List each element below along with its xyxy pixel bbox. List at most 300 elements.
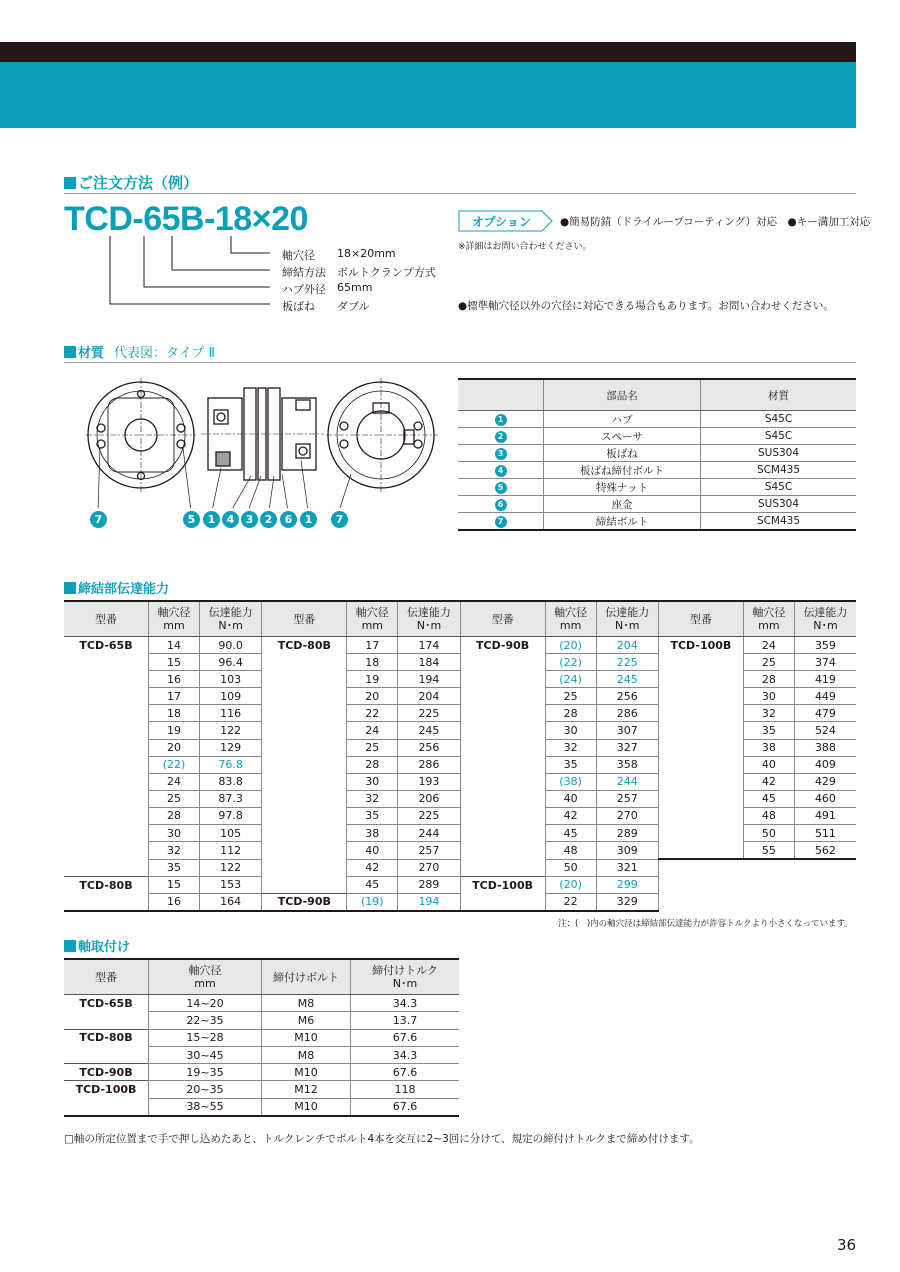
- trans-model-cell: [460, 671, 545, 688]
- legend-key-clamp: 締結方法: [282, 266, 326, 279]
- trans-capacity-cell: 244: [398, 825, 460, 842]
- trans-capacity-cell: 429: [794, 773, 856, 790]
- trans-capacity-cell: 97.8: [200, 807, 262, 824]
- legend-val-spring: ダブル: [337, 300, 370, 313]
- trans-capacity-cell: 225: [398, 705, 460, 722]
- trans-bore-cell: 22: [545, 893, 596, 911]
- trans-capacity-cell: 289: [596, 825, 658, 842]
- trans-model-cell: [64, 756, 149, 773]
- order-model-code: TCD-65B-18×20: [64, 200, 308, 238]
- bore-note: ●標準軸穴径以外の穴径に対応できる場合もあります。お問い合わせください。: [458, 300, 834, 312]
- trans-capacity-cell: 109: [200, 688, 262, 705]
- trans-capacity-cell: 76.8: [200, 756, 262, 773]
- trans-bore-cell: 30: [347, 773, 398, 790]
- transmission-table-wrap: [64, 600, 856, 910]
- trans-bore-cell: 15: [149, 654, 200, 671]
- mount-model-cell: TCD-90B: [64, 1064, 149, 1081]
- trans-model-cell: [262, 705, 347, 722]
- trans-bore-cell: (24): [545, 671, 596, 688]
- trans-model-cell: TCD-100B: [658, 637, 743, 654]
- trans-row: [64, 637, 856, 654]
- trans-row: [64, 807, 856, 824]
- callout-7-right: 7: [331, 511, 348, 528]
- page-number: 36: [837, 1236, 857, 1254]
- trans-bore-cell: 16: [149, 671, 200, 688]
- trans-bore-cell: 35: [149, 859, 200, 876]
- trans-bore-cell: 32: [743, 705, 794, 722]
- trans-model-cell: [262, 756, 347, 773]
- trans-bore-cell: 30: [149, 825, 200, 842]
- mount-row: [64, 1081, 459, 1098]
- trans-header-capacity: 伝達能力 N･m: [596, 601, 658, 637]
- trans-model-cell: TCD-65B: [79, 638, 133, 652]
- trans-bore-cell: (22): [149, 756, 200, 773]
- trans-capacity-cell: 329: [596, 893, 658, 911]
- mount-bore-cell: 30~45: [149, 1046, 262, 1063]
- trans-model-cell: [658, 739, 743, 756]
- mount-torque-cell: 118: [351, 1081, 460, 1098]
- trans-model-cell: [64, 790, 149, 807]
- trans-model-cell: [658, 773, 743, 790]
- trans-bore-cell: 50: [743, 825, 794, 842]
- trans-capacity-cell: 194: [398, 671, 460, 688]
- trans-capacity-cell: 193: [398, 773, 460, 790]
- trans-model-cell: [64, 671, 149, 688]
- callout-1-right: 1: [300, 511, 317, 528]
- trans-capacity-cell: 307: [596, 722, 658, 739]
- trans-bore-cell: 42: [347, 859, 398, 876]
- trans-bore-cell: 35: [545, 756, 596, 773]
- trans-model-cell: TCD-80B: [262, 637, 347, 654]
- trans-model-cell: [64, 893, 149, 911]
- trans-bore-cell: 25: [743, 654, 794, 671]
- trans-bore-cell: [743, 893, 794, 911]
- trans-capacity-cell: 116: [200, 705, 262, 722]
- trans-bore-cell: 24: [149, 773, 200, 790]
- mount-header-model: 型番: [64, 959, 149, 995]
- mount-header-torque: 締付けトルク N･m: [351, 959, 460, 995]
- trans-bore-cell: 28: [743, 671, 794, 688]
- mount-model-cell: TCD-100B: [64, 1081, 149, 1098]
- trans-capacity-cell: 511: [794, 825, 856, 842]
- trans-header-bore: 軸穴径 mm: [149, 601, 200, 637]
- trans-bore-cell: 45: [545, 825, 596, 842]
- trans-bore-cell: 48: [545, 842, 596, 860]
- trans-capacity-cell: [794, 859, 856, 876]
- trans-bore-cell: 30: [545, 722, 596, 739]
- mat-row: 6 座金 SUS304: [458, 496, 856, 513]
- trans-header-bore: 軸穴径 mm: [545, 601, 596, 637]
- trans-model-cell: [262, 859, 347, 876]
- trans-model-cell: [658, 790, 743, 807]
- trans-model-cell: [460, 807, 545, 824]
- trans-model-cell: [658, 876, 743, 893]
- top-black-bar: [0, 42, 856, 62]
- trans-model-cell: [64, 688, 149, 705]
- transmission-note: 注：( )内の軸穴径は締結部伝達能力が許容トルクより小さくなっています。: [558, 919, 853, 929]
- callout-3: 3: [241, 511, 258, 528]
- legend-key-bore: 軸穴径: [282, 249, 315, 262]
- mount-bolt-cell: M10: [262, 1064, 351, 1081]
- legend-val-bore: 18×20mm: [337, 247, 396, 260]
- coupling-drawing: [86, 378, 446, 508]
- trans-model-cell: [658, 756, 743, 773]
- trans-capacity-cell: 388: [794, 739, 856, 756]
- callout-5: 5: [183, 511, 200, 528]
- trans-bore-cell: (38): [545, 773, 596, 790]
- legend-key-hub: ハブ外径: [282, 283, 326, 296]
- trans-bore-cell: (19): [347, 893, 398, 911]
- trans-model-cell: [262, 807, 347, 824]
- callout-1-left: 1: [203, 511, 220, 528]
- trans-model-cell: [262, 773, 347, 790]
- trans-model-cell: TCD-80B: [64, 876, 149, 893]
- trans-capacity-cell: 286: [596, 705, 658, 722]
- trans-row: [64, 671, 856, 688]
- trans-header-model: 型番: [262, 601, 347, 637]
- mat-row: 7 締結ボルト SCM435: [458, 513, 856, 531]
- trans-capacity-cell: 105: [200, 825, 262, 842]
- mount-bore-cell: 22~35: [149, 1012, 262, 1029]
- trans-capacity-cell: 204: [398, 688, 460, 705]
- mount-header-bolt: 締付けボルト: [262, 959, 351, 995]
- trans-header-capacity: 伝達能力 N･m: [398, 601, 460, 637]
- order-leader-lines: [100, 236, 290, 316]
- trans-capacity-cell: 206: [398, 790, 460, 807]
- legend-val-hub: 65mm: [337, 281, 373, 294]
- trans-model-cell: [460, 756, 545, 773]
- trans-capacity-cell: 244: [596, 773, 658, 790]
- mount-torque-cell: 13.7: [351, 1012, 460, 1029]
- mount-bore-cell: 15~28: [149, 1029, 262, 1046]
- trans-bore-cell: 17: [149, 688, 200, 705]
- trans-model-cell: [658, 893, 743, 911]
- trans-model-cell: [262, 739, 347, 756]
- mat-row: 3 板ばね SUS304: [458, 445, 856, 462]
- trans-bore-cell: 20: [347, 688, 398, 705]
- mount-bolt-cell: M8: [262, 995, 351, 1012]
- mount-bore-cell: 19~35: [149, 1064, 262, 1081]
- mount-model-cell: [64, 1012, 149, 1029]
- trans-bore-cell: 48: [743, 807, 794, 824]
- mount-torque-cell: 34.3: [351, 995, 460, 1012]
- trans-bore-cell: 16: [149, 893, 200, 911]
- trans-model-cell: [262, 790, 347, 807]
- trans-bore-cell: 25: [545, 688, 596, 705]
- trans-capacity-cell: 174: [398, 637, 460, 654]
- option-label: オプション: [472, 215, 531, 229]
- material-rule: [64, 362, 856, 363]
- trans-model-cell: [64, 722, 149, 739]
- trans-capacity-cell: 164: [200, 893, 262, 911]
- trans-model-cell: [64, 859, 149, 876]
- trans-row: [64, 859, 856, 876]
- mat-row: 1 ハブ S45C: [458, 411, 856, 428]
- trans-model-cell: [64, 705, 149, 722]
- trans-row: [64, 739, 856, 756]
- mounting-table: [64, 958, 459, 1117]
- trans-model-cell: [64, 842, 149, 860]
- trans-model-cell: [658, 722, 743, 739]
- trans-capacity-cell: 491: [794, 807, 856, 824]
- trans-model-cell: [460, 859, 545, 876]
- trans-model-cell: [262, 688, 347, 705]
- mount-model-cell: [64, 1046, 149, 1063]
- legend-val-clamp: ボルトクランプ方式: [337, 266, 436, 279]
- trans-bore-cell: 24: [743, 637, 794, 654]
- mat-row: 2 スペーサ S45C: [458, 428, 856, 445]
- trans-capacity-cell: 112: [200, 842, 262, 860]
- top-blue-band: [0, 62, 856, 128]
- trans-capacity-cell: 479: [794, 705, 856, 722]
- trans-capacity-cell: 256: [398, 739, 460, 756]
- trans-capacity-cell: 299: [596, 876, 658, 893]
- trans-bore-cell: 20: [149, 739, 200, 756]
- mount-model-cell: [64, 1098, 149, 1116]
- trans-capacity-cell: 257: [398, 842, 460, 860]
- trans-bore-cell: 32: [545, 739, 596, 756]
- trans-row: [64, 876, 856, 893]
- trans-model-cell: [262, 876, 347, 893]
- mat-row: 5 特殊ナット S45C: [458, 479, 856, 496]
- trans-capacity-cell: 225: [398, 807, 460, 824]
- trans-model-cell: [460, 705, 545, 722]
- mount-bore-cell: 38~55: [149, 1098, 262, 1116]
- trans-row: [64, 842, 856, 860]
- trans-bore-cell: 40: [347, 842, 398, 860]
- trans-bore-cell: 28: [545, 705, 596, 722]
- mount-row: [64, 1012, 459, 1029]
- trans-capacity-cell: 90.0: [200, 637, 262, 654]
- mount-torque-cell: 67.6: [351, 1098, 460, 1116]
- mount-row: [64, 1029, 459, 1046]
- mat-row: 4 板ばね締付ボルト SCM435: [458, 462, 856, 479]
- trans-capacity-cell: 245: [398, 722, 460, 739]
- order-section-title: ご注文方法（例）: [64, 172, 198, 193]
- trans-bore-cell: 28: [347, 756, 398, 773]
- trans-capacity-cell: 122: [200, 859, 262, 876]
- trans-bore-cell: 30: [743, 688, 794, 705]
- trans-capacity-cell: [794, 893, 856, 911]
- transmission-section-title: 締結部伝達能力: [64, 578, 169, 597]
- trans-capacity-cell: 309: [596, 842, 658, 860]
- mount-torque-cell: 67.6: [351, 1064, 460, 1081]
- trans-capacity-cell: 87.3: [200, 790, 262, 807]
- trans-header-model: 型番: [658, 601, 743, 637]
- trans-bore-cell: 45: [347, 876, 398, 893]
- trans-header-capacity: 伝達能力 N･m: [794, 601, 856, 637]
- trans-bore-cell: 25: [347, 739, 398, 756]
- transmission-table: [64, 600, 856, 912]
- trans-bore-cell: (20): [545, 637, 596, 654]
- trans-bore-cell: 24: [347, 722, 398, 739]
- trans-bore-cell: 50: [545, 859, 596, 876]
- mount-header-bore: 軸穴径 mm: [149, 959, 262, 995]
- trans-bore-cell: 38: [743, 739, 794, 756]
- trans-capacity-cell: 83.8: [200, 773, 262, 790]
- mat-header-name: 部品名: [544, 379, 701, 411]
- mount-model-cell: TCD-80B: [64, 1029, 149, 1046]
- trans-capacity-cell: 257: [596, 790, 658, 807]
- trans-bore-cell: 32: [347, 790, 398, 807]
- trans-model-cell: [460, 739, 545, 756]
- trans-bore-cell: (22): [545, 654, 596, 671]
- callout-6: 6: [280, 511, 297, 528]
- trans-model-cell: [460, 722, 545, 739]
- trans-bore-cell: 35: [347, 807, 398, 824]
- trans-capacity-cell: 562: [794, 842, 856, 860]
- trans-capacity-cell: 96.4: [200, 654, 262, 671]
- mount-torque-cell: 67.6: [351, 1029, 460, 1046]
- trans-bore-cell: [743, 876, 794, 893]
- mount-row: [64, 1098, 459, 1116]
- trans-bore-cell: 19: [347, 671, 398, 688]
- trans-capacity-cell: 460: [794, 790, 856, 807]
- trans-capacity-cell: 184: [398, 654, 460, 671]
- callout-7-left: 7: [90, 511, 107, 528]
- trans-capacity-cell: 286: [398, 756, 460, 773]
- callout-2: 2: [260, 511, 277, 528]
- trans-capacity-cell: 449: [794, 688, 856, 705]
- mount-bolt-cell: M12: [262, 1081, 351, 1098]
- trans-model-cell: [658, 705, 743, 722]
- trans-row: [64, 705, 856, 722]
- trans-bore-cell: 18: [347, 654, 398, 671]
- trans-bore-cell: 22: [347, 705, 398, 722]
- trans-capacity-cell: 358: [596, 756, 658, 773]
- trans-model-cell: [460, 790, 545, 807]
- trans-capacity-cell: 122: [200, 722, 262, 739]
- trans-model-cell: [64, 739, 149, 756]
- trans-model-cell: [460, 825, 545, 842]
- trans-header-model: 型番: [460, 601, 545, 637]
- option-note: ※詳細はお問い合わせください。: [458, 242, 592, 252]
- trans-bore-cell: 25: [149, 790, 200, 807]
- trans-model-cell: [460, 893, 545, 911]
- trans-capacity-cell: 374: [794, 654, 856, 671]
- trans-capacity-cell: 270: [596, 807, 658, 824]
- trans-capacity-cell: 289: [398, 876, 460, 893]
- mounting-section-title: 軸取付け: [64, 936, 130, 955]
- trans-bore-cell: (20): [545, 876, 596, 893]
- trans-model-cell: [658, 671, 743, 688]
- trans-row: [64, 893, 856, 911]
- mount-bore-cell: 20~35: [149, 1081, 262, 1098]
- trans-capacity-cell: 129: [200, 739, 262, 756]
- trans-model-cell: [64, 807, 149, 824]
- trans-capacity-cell: 327: [596, 739, 658, 756]
- trans-bore-cell: 28: [149, 807, 200, 824]
- trans-model-cell: [262, 671, 347, 688]
- trans-model-cell: TCD-90B: [460, 637, 545, 654]
- trans-row: [64, 790, 856, 807]
- mount-row: [64, 1046, 459, 1063]
- trans-model-cell: [262, 722, 347, 739]
- mount-bolt-cell: M10: [262, 1029, 351, 1046]
- mat-header-material: 材質: [701, 379, 857, 411]
- trans-model-cell: [460, 842, 545, 860]
- trans-bore-cell: 42: [545, 807, 596, 824]
- trans-bore-cell: 19: [149, 722, 200, 739]
- trans-model-cell: [460, 773, 545, 790]
- trans-row: [64, 825, 856, 842]
- material-section-title: 材質 代表図：タイプ Ⅱ: [64, 342, 215, 361]
- trans-capacity-cell: 153: [200, 876, 262, 893]
- trans-capacity-cell: 204: [596, 637, 658, 654]
- trans-model-cell: [658, 807, 743, 824]
- trans-header-model: 型番: [64, 601, 149, 637]
- trans-capacity-cell: 321: [596, 859, 658, 876]
- trans-bore-cell: 18: [149, 705, 200, 722]
- trans-capacity-cell: 103: [200, 671, 262, 688]
- trans-model-cell: [658, 688, 743, 705]
- trans-bore-cell: 35: [743, 722, 794, 739]
- mount-bolt-cell: M6: [262, 1012, 351, 1029]
- trans-capacity-cell: 524: [794, 722, 856, 739]
- trans-row: [64, 654, 856, 671]
- callout-4: 4: [222, 511, 239, 528]
- trans-row: [64, 722, 856, 739]
- trans-row: [64, 756, 856, 773]
- trans-model-cell: [64, 654, 149, 671]
- trans-model-cell: TCD-90B: [262, 893, 347, 911]
- trans-bore-cell: 32: [149, 842, 200, 860]
- trans-bore-cell: 17: [347, 637, 398, 654]
- trans-row: [64, 773, 856, 790]
- trans-model-cell: [658, 842, 743, 860]
- trans-capacity-cell: 194: [398, 893, 460, 911]
- trans-model-cell: [262, 654, 347, 671]
- trans-capacity-cell: 225: [596, 654, 658, 671]
- option-text: ●簡易防錆（ドライループコーティング）対応 ●キー溝加工対応: [560, 215, 871, 228]
- trans-capacity-cell: 245: [596, 671, 658, 688]
- trans-bore-cell: 14: [149, 637, 200, 654]
- trans-capacity-cell: 270: [398, 859, 460, 876]
- mount-torque-cell: 34.3: [351, 1046, 460, 1063]
- trans-header-bore: 軸穴径 mm: [743, 601, 794, 637]
- trans-capacity-cell: 359: [794, 637, 856, 654]
- mount-bolt-cell: M10: [262, 1098, 351, 1116]
- order-rule: [64, 193, 856, 194]
- mount-model-cell: TCD-65B: [79, 996, 133, 1010]
- mount-row: [64, 1064, 459, 1081]
- trans-bore-cell: 40: [545, 790, 596, 807]
- trans-bore-cell: 42: [743, 773, 794, 790]
- trans-capacity-cell: 409: [794, 756, 856, 773]
- trans-model-cell: [262, 842, 347, 860]
- trans-model-cell: [460, 688, 545, 705]
- trans-capacity-cell: 419: [794, 671, 856, 688]
- trans-bore-cell: 38: [347, 825, 398, 842]
- trans-bore-cell: 40: [743, 756, 794, 773]
- trans-model-cell: [64, 825, 149, 842]
- material-table: [458, 378, 856, 531]
- mounting-instruction: □軸の所定位置まで手で押し込めたあと、トルクレンチでボルト4本を交互に2~3回に分けて、規定の締付けトルクまで締め付けます。: [64, 1133, 700, 1145]
- mount-bore-cell: 14~20: [149, 995, 262, 1012]
- trans-header-capacity: 伝達能力 N･m: [200, 601, 262, 637]
- trans-model-cell: [658, 654, 743, 671]
- trans-capacity-cell: 256: [596, 688, 658, 705]
- option-row: [458, 210, 870, 232]
- trans-capacity-cell: [794, 876, 856, 893]
- trans-model-cell: [460, 654, 545, 671]
- trans-header-bore: 軸穴径 mm: [347, 601, 398, 637]
- trans-model-cell: [262, 825, 347, 842]
- trans-model-cell: [658, 825, 743, 842]
- trans-bore-cell: 15: [149, 876, 200, 893]
- trans-model-cell: [658, 859, 743, 876]
- trans-row: [64, 688, 856, 705]
